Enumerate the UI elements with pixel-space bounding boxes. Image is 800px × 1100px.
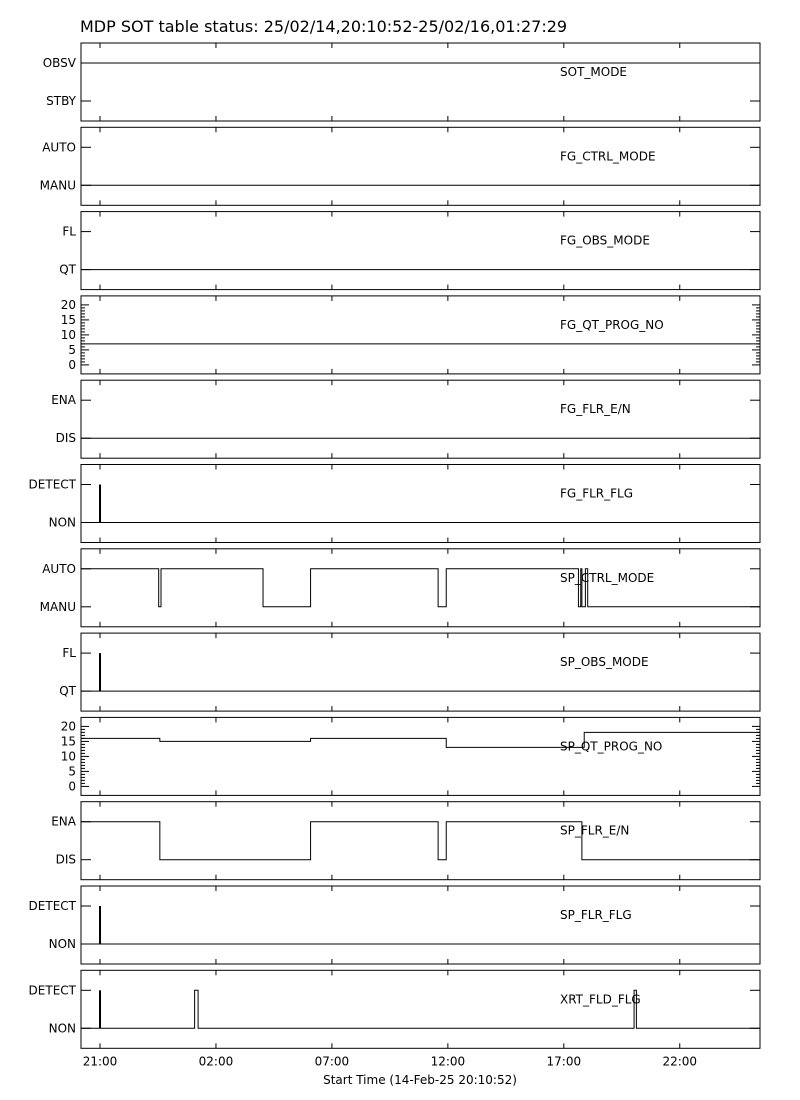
panel-fg-obs-mode — [59, 212, 760, 290]
x-tick-label: 17:00 — [546, 1054, 582, 1069]
y-tick-label: QT — [59, 684, 76, 699]
panel-frame — [81, 970, 760, 1048]
panel-frame — [81, 127, 760, 205]
x-tick-label: 21:00 — [82, 1054, 118, 1069]
y-tick-label: 15 — [60, 734, 76, 749]
panel-frame — [81, 43, 760, 121]
panel-xrt-fld-flg — [29, 970, 760, 1048]
channel-label: SP_FLR_E/N — [560, 823, 630, 838]
series-line — [81, 569, 760, 607]
panel-fg-flr-flg — [29, 465, 760, 543]
panel-frame — [81, 633, 760, 711]
channel-label: SP_FLR_FLG — [560, 908, 632, 922]
panels — [29, 43, 760, 1048]
channel-label: SP_OBS_MODE — [560, 655, 649, 670]
channel-label: FG_CTRL_MODE — [560, 149, 656, 164]
y-tick-label: 0 — [68, 779, 76, 794]
y-tick-label: 15 — [60, 312, 76, 327]
series-line — [81, 822, 760, 860]
y-tick-label: DIS — [55, 852, 76, 867]
y-tick-label: AUTO — [42, 561, 76, 576]
panel-sp-flr-flg — [29, 886, 760, 964]
y-tick-label: DETECT — [28, 983, 76, 998]
y-tick-label: NON — [48, 515, 76, 530]
channel-label: FG_FLR_E/N — [560, 402, 631, 417]
panel-frame — [81, 886, 760, 964]
y-tick-label: DETECT — [28, 899, 76, 913]
y-tick-label: OBSV — [42, 56, 76, 70]
channel-label: SP_CTRL_MODE — [560, 570, 655, 585]
panel-frame — [81, 802, 760, 880]
y-tick-label: 10 — [60, 749, 76, 764]
panel-frame — [81, 717, 760, 795]
panel-frame — [81, 296, 760, 374]
y-tick-label: FL — [62, 646, 76, 661]
channel-label: SOT_MODE — [560, 65, 628, 79]
x-tick-label: 22:00 — [662, 1054, 698, 1069]
x-tick-label: 12:00 — [430, 1054, 466, 1069]
y-tick-label: ENA — [51, 393, 76, 408]
channel-label: SP_QT_PROG_NO — [560, 739, 663, 754]
y-tick-label: 20 — [60, 297, 76, 312]
panel-frame — [81, 549, 760, 627]
y-tick-label: NON — [48, 1021, 76, 1036]
y-tick-label: 5 — [68, 764, 76, 779]
panel-fg-flr-e-n — [51, 380, 760, 458]
panel-sp-qt-prog-no — [61, 717, 760, 795]
y-tick-label: NON — [48, 937, 76, 951]
y-tick-label: STBY — [46, 94, 76, 108]
panel-sot-mode — [43, 43, 760, 121]
y-tick-label: QT — [59, 262, 76, 277]
x-tick-label: 02:00 — [198, 1054, 234, 1069]
panel-sp-ctrl-mode — [40, 549, 760, 627]
panel-frame — [81, 465, 760, 543]
y-tick-label: MANU — [39, 178, 76, 193]
channel-label: XRT_FLD_FLG — [560, 992, 641, 1007]
y-tick-label: DIS — [55, 431, 76, 446]
panel-sp-obs-mode — [59, 633, 760, 711]
panel-sp-flr-e-n — [51, 802, 760, 880]
chart-title: MDP SOT table status: 25/02/14,20:10:52-25/02/16,01:27:29 — [80, 17, 568, 36]
panel-frame — [81, 212, 760, 290]
y-tick-label: 0 — [68, 357, 76, 372]
y-tick-label: 10 — [60, 327, 76, 342]
x-tick-label: 07:00 — [314, 1054, 350, 1069]
panel-frame — [81, 380, 760, 458]
series-line — [81, 990, 760, 1028]
y-tick-label: 20 — [60, 719, 76, 734]
y-tick-label: ENA — [51, 814, 76, 829]
y-tick-label: DETECT — [28, 477, 76, 492]
x-axis-label: Start Time (14-Feb-25 20:10:52) — [323, 1073, 517, 1087]
y-tick-label: MANU — [39, 599, 76, 614]
channel-label: FG_QT_PROG_NO — [560, 317, 664, 332]
y-tick-label: AUTO — [42, 140, 76, 155]
y-tick-label: 5 — [68, 342, 76, 357]
channel-label: FG_OBS_MODE — [560, 233, 650, 248]
panel-fg-ctrl-mode — [40, 127, 760, 205]
channel-label: FG_FLR_FLG — [560, 486, 634, 501]
panel-fg-qt-prog-no — [61, 296, 760, 374]
x-tick-labels — [83, 1054, 697, 1068]
y-tick-label: FL — [62, 224, 76, 239]
